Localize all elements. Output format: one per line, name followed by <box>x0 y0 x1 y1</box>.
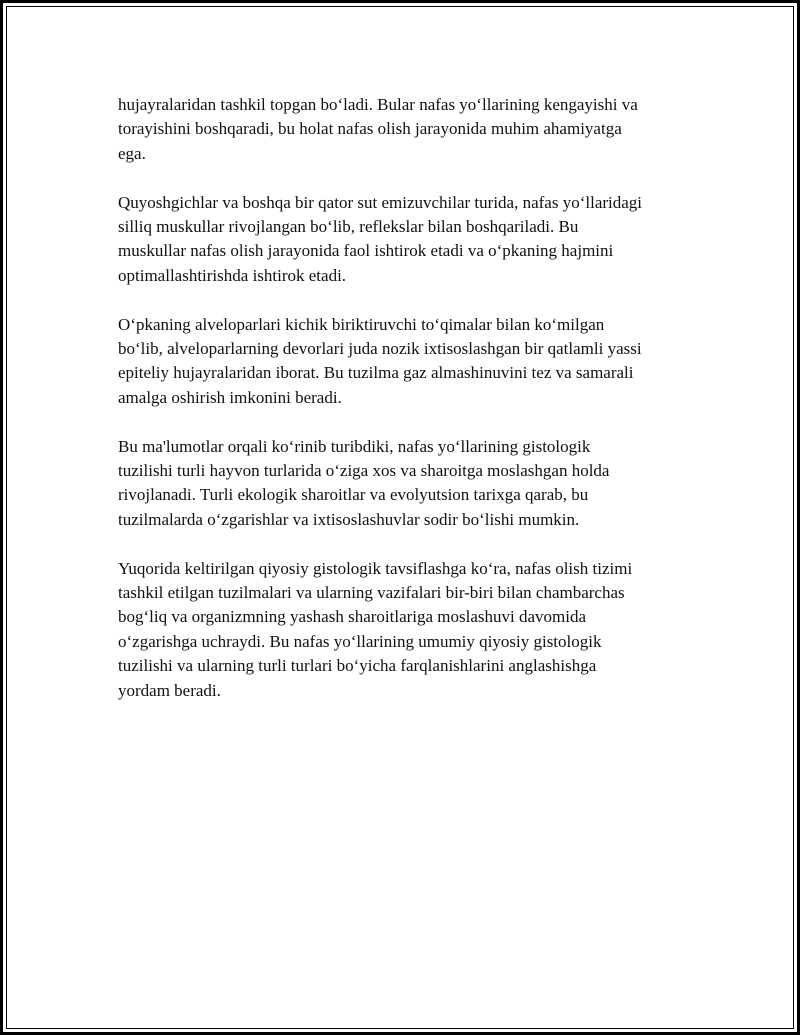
paragraph-1 <box>118 93 698 166</box>
text-line: bog‘liq va organizmning yashash sharoitlariga moslashuvi davomida <box>118 607 587 627</box>
paragraph-5 <box>118 557 698 703</box>
text-line: o‘zgarishga uchraydi. Bu nafas yo‘llarining umumiy qiyosiy gistologik <box>118 631 602 651</box>
text-line: bo‘lib, alveloparlarning devorlari juda nozik ixtisoslashgan bir qatlamli yassi <box>118 339 642 359</box>
text-line: Yuqorida keltirilgan qiyosiy gistologik tavsiflashga ko‘ra, nafas olish tizimi <box>118 558 633 578</box>
paragraph-2 <box>118 191 698 289</box>
text-line: tuzilmalarda o‘zgarishlar va ixtisoslashuvlar sodir bo‘lishi mumkin. <box>118 509 580 529</box>
paragraph-3 <box>118 313 698 411</box>
text-line: muskullar nafas olish jarayonida faol ishtirok etadi va o‘pkaning hajmini <box>118 241 614 261</box>
body-text <box>118 93 698 727</box>
text-line: optimallashtirishda ishtirok etadi. <box>118 265 347 285</box>
text-line: torayishini boshqaradi, bu holat nafas olish jarayonida muhim ahamiyatga <box>118 119 622 139</box>
text-line: O‘pkaning alveloparlari kichik biriktiruvchi to‘qimalar bilan ko‘milgan <box>118 314 605 334</box>
text-line: tuzilishi turli hayvon turlarida o‘ziga xos va sharoitga moslashgan holda <box>118 461 610 481</box>
text-line: Quyoshgichlar va boshqa bir qator sut emizuvchilar turida, nafas yo‘llaridagi <box>118 192 643 212</box>
text-line: hujayralaridan tashkil topgan bo‘ladi. Bular nafas yo‘llarining kengayishi va <box>118 95 638 114</box>
text-line: tuzilishi va ularning turli turlari bo‘yicha farqlanishlarini anglashishga <box>118 656 597 676</box>
text-line: yordam beradi. <box>118 680 221 700</box>
text-line: amalga oshirish imkonini beradi. <box>118 387 342 407</box>
text-line: tashkil etilgan tuzilmalari va ularning vazifalari bir-biri bilan chambarchas <box>118 583 625 603</box>
text-line: epiteliy hujayralaridan iborat. Bu tuzilma gaz almashinuvini tez va samarali <box>118 363 634 383</box>
paragraph-4 <box>118 435 698 533</box>
text-line: rivojlanadi. Turli ekologik sharoitlar va evolyutsion tarixga qarab, bu <box>118 485 589 505</box>
text-line: ega. <box>118 143 146 163</box>
text-line: Bu ma'lumotlar orqali ko‘rinib turibdiki, nafas yo‘llarining gistologik <box>118 436 591 456</box>
text-line: silliq muskullar rivojlangan bo‘lib, reflekslar bilan boshqariladi. Bu <box>118 217 579 237</box>
